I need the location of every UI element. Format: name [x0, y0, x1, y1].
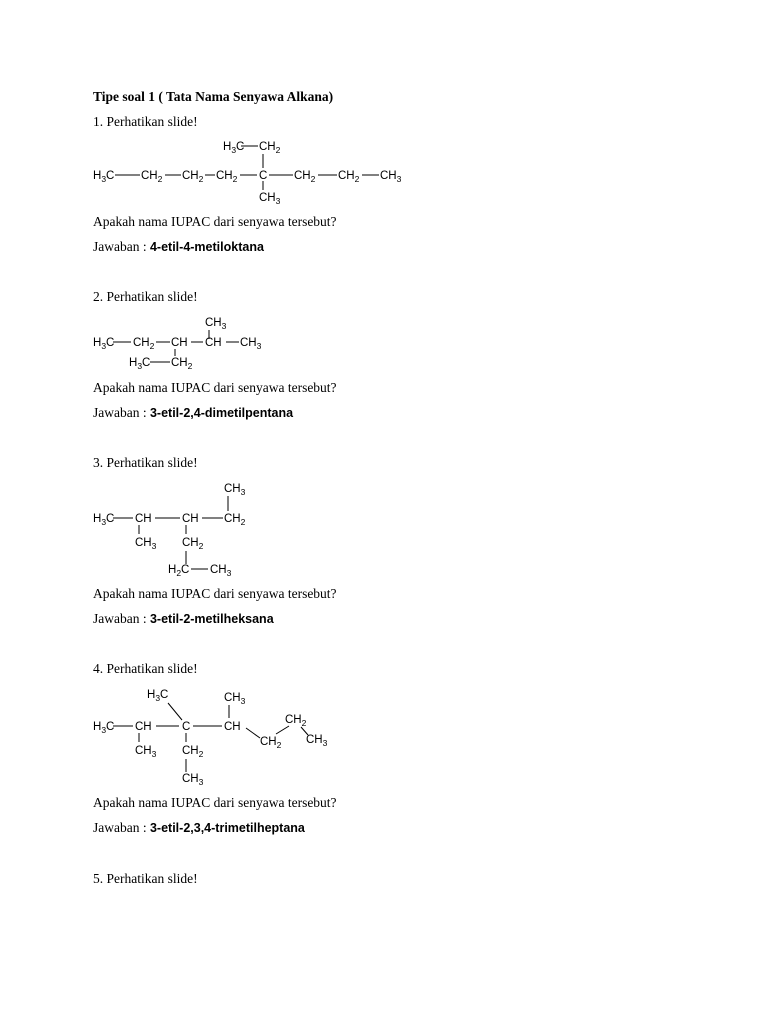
q4-branch-ch2: $CH_2$: [182, 745, 204, 759]
question-5-prompt: 5. Perhatikan slide!: [93, 871, 198, 886]
answer-prefix: Jawaban :: [93, 820, 150, 835]
question-3-prompt: 3. Perhatikan slide!: [93, 455, 198, 470]
q3-branch-h2c: $H_2C$: [168, 564, 190, 578]
q4-branch-h3c: $H_3C$: [147, 689, 169, 703]
question-4-prompt: 4. Perhatikan slide!: [93, 661, 198, 676]
q2-branch-h3c: $H_3C$: [129, 357, 151, 371]
q4-branch-ch3-b: $CH_3$: [182, 773, 204, 787]
q2-branch-ch2: $CH_2$: [171, 357, 193, 371]
question-2-answer: 3-etil-2,4-dimetilpentana: [149, 406, 294, 420]
q4-branch-ch3-top: $CH_3$: [224, 692, 246, 706]
q3-chain-ch-a: CH: [135, 513, 152, 525]
q3-branch-ch3-top: $CH_3$: [224, 483, 246, 497]
q4-bond: [246, 728, 260, 738]
q3-chain-h3c: $H_3C$: [93, 513, 115, 527]
q4-chain-c: C: [182, 721, 191, 733]
q1-branch-ch3: $CH_3$: [259, 192, 281, 206]
q1-branch-ch2: $CH_2$: [259, 141, 281, 155]
q2-chain-ch-a: CH: [171, 337, 188, 349]
q1-chain-h3c: $H_3C$: [93, 170, 115, 184]
q4-chain-ch-a: CH: [135, 721, 152, 733]
q3-branch-ch2: $CH_2$: [182, 537, 204, 551]
q1-chain-ch2-b: $CH_2$: [182, 170, 204, 184]
q1-branch-h3c: $H_3C$: [223, 141, 245, 155]
question-1-text: Apakah nama IUPAC dari senyawa tersebut?: [93, 214, 337, 229]
q2-chain-ch3: $CH_3$: [240, 337, 262, 351]
q4-chain-ch2-b: $CH_2$: [285, 714, 307, 728]
question-2-text: Apakah nama IUPAC dari senyawa tersebut?: [93, 380, 337, 395]
q1-chain-ch2-e: $CH_2$: [338, 170, 360, 184]
structure-3: [0, 472, 768, 582]
question-4-answer: 3-etil-2,3,4-trimetilheptana: [149, 821, 305, 835]
q4-chain-h3c: $H_3C$: [93, 721, 115, 735]
q1-chain-ch2-c: $CH_2$: [216, 170, 238, 184]
question-1-prompt: 1. Perhatikan slide!: [93, 114, 198, 129]
q1-chain-ch3: $CH_3$: [380, 170, 402, 184]
q4-bond: [168, 703, 182, 720]
q2-chain-h3c: $H_3C$: [93, 337, 115, 351]
q1-chain-c: C: [259, 170, 268, 182]
q3-branch-ch3-b: $CH_3$: [210, 564, 232, 578]
q2-chain-ch-b: CH: [205, 337, 222, 349]
answer-prefix: Jawaban :: [93, 405, 150, 420]
q2-chain-ch2: $CH_2$: [133, 337, 155, 351]
answer-prefix: Jawaban :: [93, 611, 150, 626]
q4-branch-ch3-a: $CH_3$: [135, 745, 157, 759]
q1-chain-ch2-d: $CH_2$: [294, 170, 316, 184]
q4-chain-ch-b: CH: [224, 721, 241, 733]
question-3-answer: 3-etil-2-metilheksana: [149, 612, 274, 626]
question-4-text: Apakah nama IUPAC dari senyawa tersebut?: [93, 795, 337, 810]
answer-prefix: Jawaban :: [93, 239, 150, 254]
question-2-answer-line: [93, 405, 293, 421]
document-title: Tipe soal 1 ( Tata Nama Senyawa Alkana): [93, 89, 334, 104]
question-3-answer-line: [93, 611, 274, 627]
q3-chain-ch-b: CH: [182, 513, 199, 525]
question-4-answer-line: [93, 820, 305, 836]
question-3-text: Apakah nama IUPAC dari senyawa tersebut?: [93, 586, 337, 601]
question-1-answer: 4-etil-4-metiloktana: [149, 240, 264, 254]
q3-chain-ch2: $CH_2$: [224, 513, 246, 527]
q4-chain-ch2-a: $CH_2$: [260, 736, 282, 750]
q4-chain-ch3: $CH_3$: [306, 734, 328, 748]
question-1-answer-line: [93, 239, 264, 255]
q4-bond: [276, 726, 289, 734]
q1-chain-ch2-a: $CH_2$: [141, 170, 163, 184]
q2-branch-ch3: $CH_3$: [205, 317, 227, 331]
structure-4: [0, 680, 768, 790]
structure-2: [0, 306, 768, 376]
structure-1: [0, 130, 768, 210]
q3-branch-ch3-a: $CH_3$: [135, 537, 157, 551]
question-2-prompt: 2. Perhatikan slide!: [93, 289, 198, 304]
